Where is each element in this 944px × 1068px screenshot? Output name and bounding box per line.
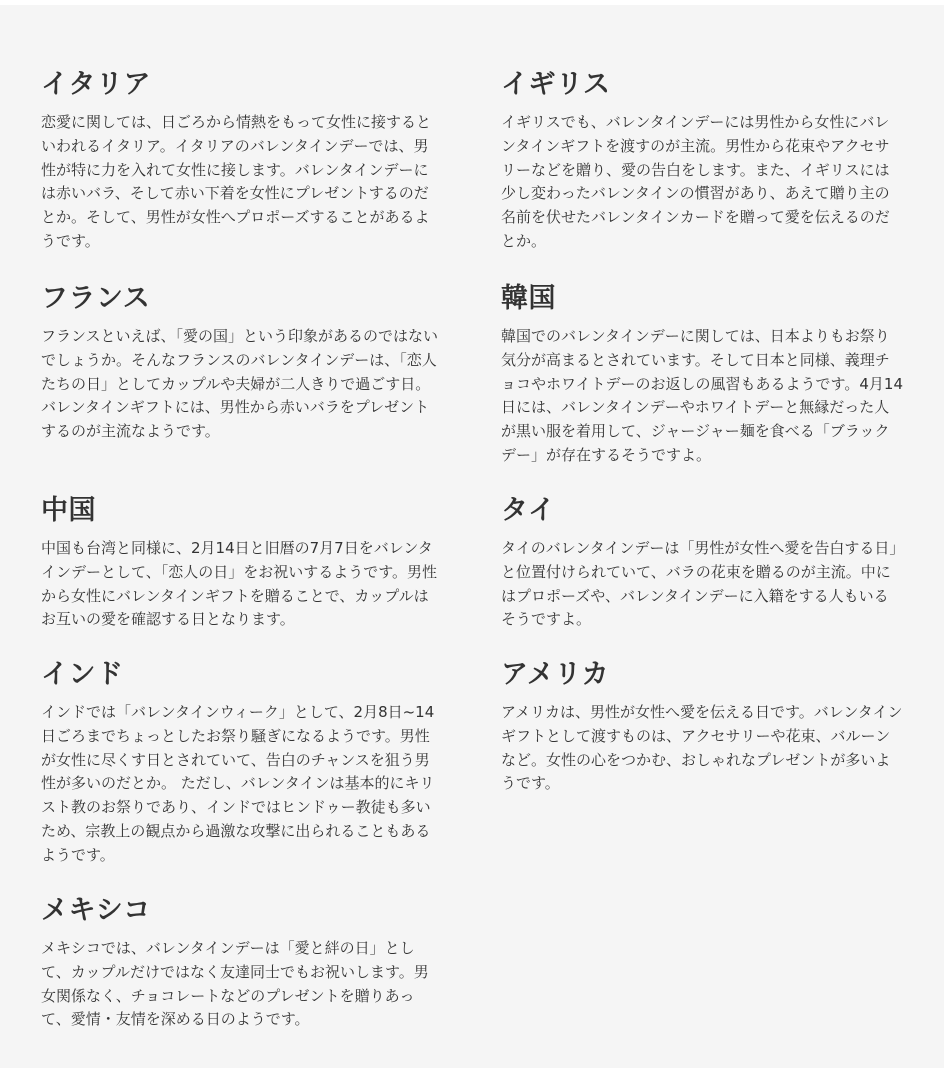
- content-panel: [0, 5, 944, 1068]
- section-title: メキシコ: [41, 895, 151, 926]
- section-uk: [501, 68, 903, 254]
- section-usa: [501, 658, 903, 796]
- section-italy: [41, 68, 443, 254]
- section-body: 韓国でのバレンタインデーに関しては、日本よりもお祭り気分が高まるとされています。そして日本と同様、義理チョコやホワイトデーのお返しの風習もあるようです。4月14日には、バレンタインデーやホワイトデーと無縁だった人が黒い服を着用して、ジャージャー麺を食べる「ブラックデー」が存在するそうですよ。: [501, 327, 903, 464]
- section-body: 恋愛に関しては、日ごろから情熱をもって女性に接するといわれるイタリア。イタリアのバレンタインデーでは、男性が特に力を入れて女性に接します。バレンタインデーには赤いバラ、そして赤い下着を女性にプレゼントするのだとか。そして、男性が女性へプロポーズすることがあるようです。: [41, 113, 432, 250]
- section-body: イギリスでも、バレンタインデーには男性から女性にバレンタインギフトを渡すのが主流。男性から花束やアクセサリーなどを贈り、愛の告白をします。また、イギリスには少し変わったバレンタインの慣習があり、あえて贈り主の名前を伏せたバレンタインカードを贈って愛を伝えるのだとか。: [501, 113, 890, 250]
- section-body: 中国も台湾と同様に、2月14日と旧暦の7月7日をバレンタインデーとして、「恋人の日」をお祝いするようです。男性から女性にバレンタインギフトを贈ることで、カップルはお互いの愛を確認する日となります。: [41, 539, 438, 629]
- section-korea: [501, 282, 903, 468]
- section-title: タイ: [501, 495, 556, 526]
- section-china: [41, 494, 443, 632]
- section-title: 韓国: [501, 283, 556, 314]
- section-body: フランスといえば、「愛の国」という印象があるのではないでしょうか。そんなフランスのバレンタインデーは、「恋人たちの日」としてカップルや夫婦が二人きりで過ごす日。バレンタインギフトには、男性から赤いバラをプレゼントするのが主流なようです。: [41, 327, 439, 441]
- section-thailand: [501, 494, 903, 632]
- section-title: イタリア: [41, 69, 151, 100]
- section-title: アメリカ: [501, 659, 610, 690]
- section-body: インドでは「バレンタインウィーク」として、2月8日~14日ごろまでちょっとしたお祭り騒ぎになるようです。男性が女性に尽くす日とされていて、告白のチャンスを狙う男性が多いのだとか。 ただし、バレンタインは基本的にキリスト教のお祭りであり、インドではヒンドゥー教徒も多いため、宗教上の観点から過激な攻撃に出られることもあるようです。: [41, 703, 435, 864]
- section-france: [41, 282, 443, 444]
- section-title: イギリス: [501, 69, 611, 100]
- section-mexico: [41, 894, 443, 1032]
- section-body: アメリカは、男性が女性へ愛を伝える日です。バレンタインギフトとして渡すものは、アクセサリーや花束、バルーンなど。女性の心をつかむ、おしゃれなプレゼントが多いようです。: [501, 703, 903, 793]
- section-title: フランス: [41, 283, 151, 314]
- section-body: メキシコでは、バレンタインデーは「愛と絆の日」として、カップルだけではなく友達同士でもお祝いします。男女関係なく、チョコレートなどのプレゼントを贈りあって、愛情・友情を深める日のようです。: [41, 939, 429, 1029]
- section-title: 中国: [41, 495, 96, 526]
- section-body: タイのバレンタインデーは「男性が女性へ愛を告白する日」と位置付けられていて、バラの花束を贈るのが主流。中にはプロポーズや、バレンタインデーに入籍をする人もいるそうですよ。: [501, 539, 897, 629]
- section-india: [41, 658, 443, 868]
- section-title: インド: [41, 659, 124, 690]
